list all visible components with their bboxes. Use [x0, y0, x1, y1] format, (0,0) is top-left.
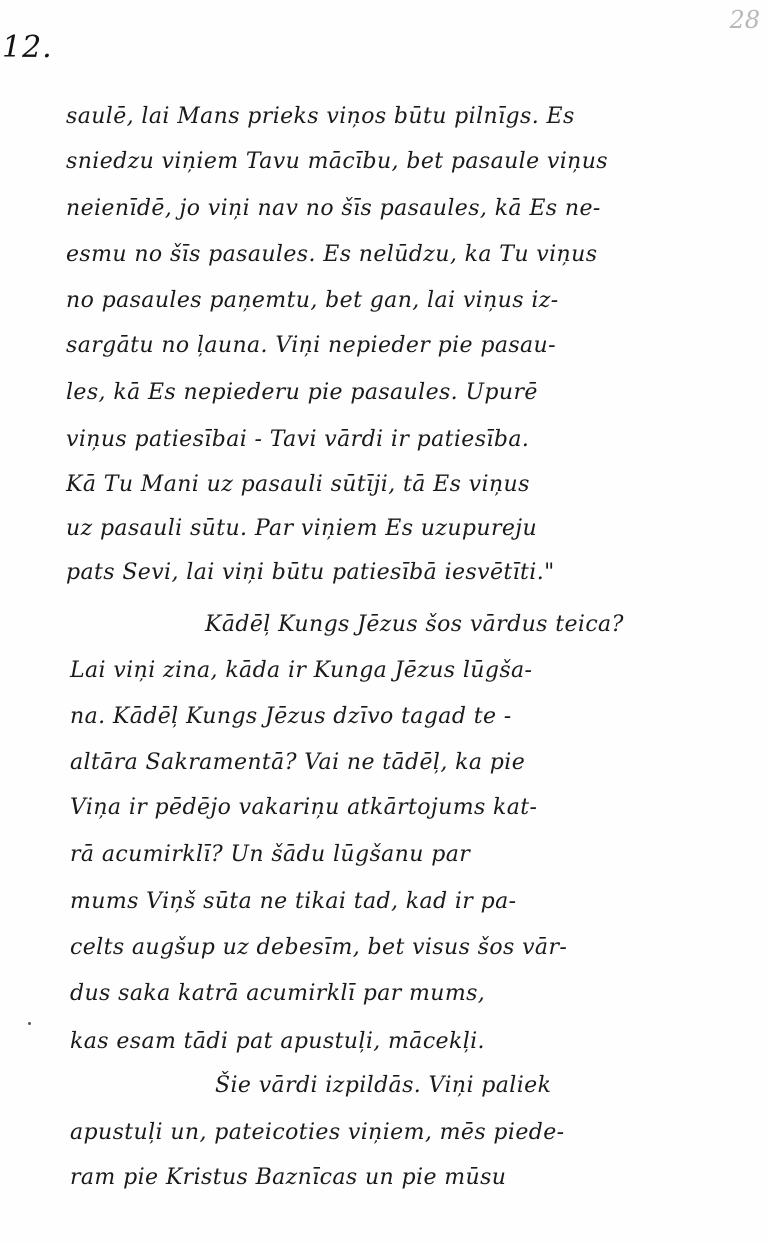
text-line: sniedzu viņiem Tavu mācību, bet pasaule viņus	[66, 149, 608, 174]
corner-page-number: 28	[729, 6, 760, 34]
text-line: na. Kādēļ Kungs Jēzus dzīvo tagad te -	[70, 704, 512, 729]
margin-ink-dot	[28, 1022, 31, 1025]
text-line: saulē, lai Mans prieks viņos būtu pilnīgs. Es	[66, 104, 575, 129]
text-line: neienīdē, jo viņi nav no šīs pasaules, kā Es ne-	[66, 196, 601, 221]
text-line: no pasaules paņemtu, bet gan, lai viņus iz-	[66, 288, 559, 313]
text-line: uz pasauli sūtu. Par viņiem Es uzupureju	[66, 516, 538, 541]
text-line: les, kā Es nepiederu pie pasaules. Upurē	[66, 380, 538, 405]
text-line: kas esam tādi pat apustuļi, mācekļi.	[70, 1029, 485, 1054]
page-number: 12.	[2, 30, 53, 65]
text-line: ram pie Kristus Baznīcas un pie mūsu	[70, 1165, 507, 1190]
text-line: mums Viņš sūta ne tikai tad, kad ir pa-	[70, 889, 517, 914]
text-line: celts augšup uz debesīm, bet visus šos vār-	[70, 935, 568, 960]
text-line: viņus patiesībai - Tavi vārdi ir patiesība.	[66, 427, 530, 452]
text-line: Viņa ir pēdējo vakariņu atkārtojums kat-	[70, 795, 538, 820]
text-line: rā acumirklī? Un šādu lūgšanu par	[70, 842, 471, 867]
text-line: esmu no šīs pasaules. Es nelūdzu, ka Tu viņus	[66, 242, 598, 267]
text-line: pats Sevi, lai viņi būtu patiesībā iesvētīti."	[66, 560, 555, 585]
text-line: apustuļi un, pateicoties viņiem, mēs piede-	[70, 1120, 565, 1145]
text-line: altāra Sakramentā? Vai ne tādēļ, ka pie	[70, 750, 526, 775]
text-line: sargātu no ļauna. Viņi nepieder pie pasau-	[66, 333, 556, 358]
text-line: dus saka katrā acumirklī par mums,	[70, 981, 486, 1006]
paragraph-start-line: Šie vārdi izpildās. Viņi paliek	[215, 1073, 552, 1098]
paragraph-start-line: Kādēļ Kungs Jēzus šos vārdus teica?	[205, 612, 624, 637]
text-line: Kā Tu Mani uz pasauli sūtīji, tā Es viņus	[66, 472, 530, 497]
text-line: Lai viņi zina, kāda ir Kunga Jēzus lūgša-	[70, 658, 533, 683]
